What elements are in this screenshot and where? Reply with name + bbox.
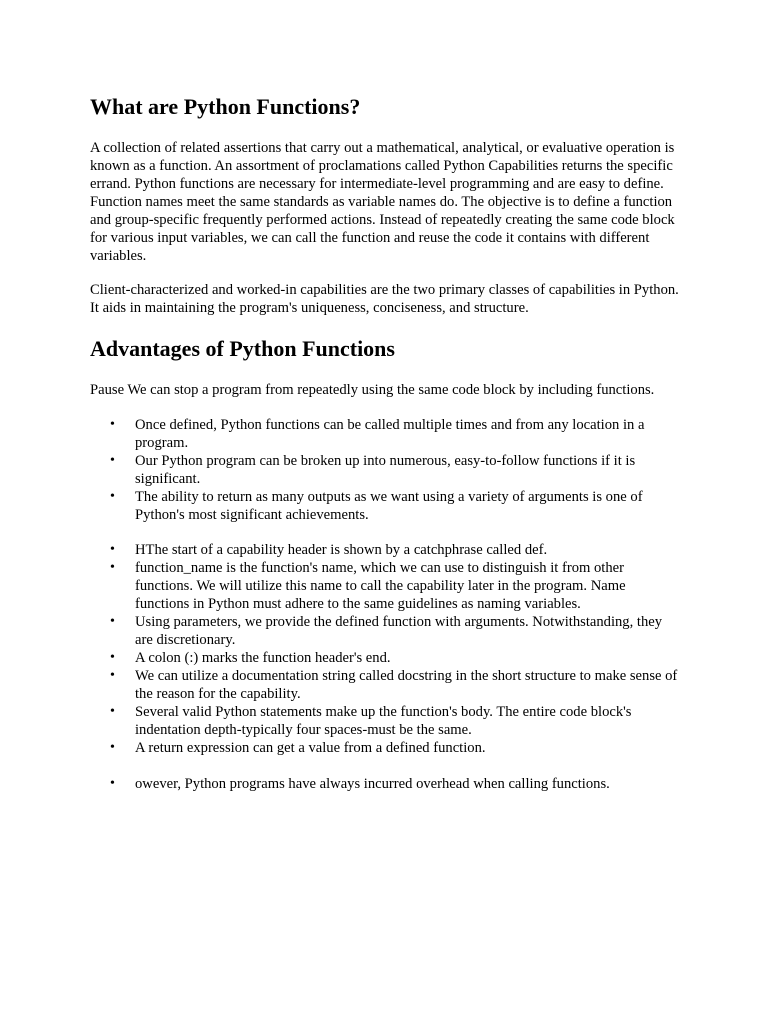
bullet-icon: •	[110, 453, 115, 468]
overhead-list	[90, 775, 680, 793]
bullet-icon: •	[110, 614, 115, 629]
list-item	[90, 703, 680, 739]
advantages-list	[90, 416, 680, 524]
list-item	[90, 541, 680, 559]
list-item-text: A return expression can get a value from a defined function.	[135, 740, 486, 756]
bullet-icon: •	[110, 776, 115, 791]
bullet-icon: •	[110, 740, 115, 755]
list-item-text: Once defined, Python functions can be called multiple times and from any location in a program.	[135, 417, 645, 451]
list-item	[90, 739, 680, 757]
bullet-icon: •	[110, 417, 115, 432]
list-item-text: owever, Python programs have always incurred overhead when calling functions.	[135, 776, 610, 792]
bullet-icon: •	[110, 560, 115, 575]
bullet-icon: •	[110, 542, 115, 557]
list-item-text: The ability to return as many outputs as we want using a variety of arguments is one of Python's most significant achievements.	[135, 489, 643, 523]
list-item-text: HThe start of a capability header is shown by a catchphrase called def.	[135, 542, 548, 558]
list-item-text: Using parameters, we provide the defined function with arguments. Notwithstanding, they are discretionary.	[135, 614, 663, 648]
list-item	[90, 559, 680, 613]
paragraph-classes: Client-characterized and worked-in capabilities are the two primary classes of capabilities in Python. It aids in maintaining the program's uniqueness, conciseness, and structure.	[90, 282, 679, 316]
paragraph-pause: Pause We can stop a program from repeatedly using the same code block by including functions.	[90, 382, 655, 398]
list-item	[90, 613, 680, 649]
list-item	[90, 775, 680, 793]
heading-what-are-python-functions: What are Python Functions?	[90, 94, 361, 119]
list-item	[90, 649, 680, 667]
list-item	[90, 452, 680, 488]
bullet-icon: •	[110, 704, 115, 719]
list-item-text: Several valid Python statements make up the function's body. The entire code block's indentation depth-typically four spaces-must be the same.	[135, 704, 632, 738]
paragraph-intro: A collection of related assertions that carry out a mathematical, analytical, or evaluative operation is known as a function. An assortment of proclamations called Python Capabilities returns the specific errand. Python functions are necessary for intermediate-level programming and are easy to define. Function names meet the same standards as variable names do. The objective is to define a function and group-specific frequently performed actions. Instead of repeatedly creating the same code block for various input variables, we can call the function and reuse the code it contains with different variables.	[90, 140, 675, 264]
list-item-text: function_name is the function's name, which we can use to distinguish it from other functions. We will utilize this name to call the capability later in the program. Name functions in Python must adhere to the same guidelines as naming variables.	[135, 560, 626, 612]
bullet-icon: •	[110, 668, 115, 683]
list-item	[90, 667, 680, 703]
list-item	[90, 416, 680, 452]
list-item	[90, 488, 680, 524]
syntax-list	[90, 541, 680, 757]
list-item-text: A colon (:) marks the function header's end.	[135, 650, 391, 666]
heading-advantages: Advantages of Python Functions	[90, 336, 395, 361]
bullet-icon: •	[110, 650, 115, 665]
list-item-text: Our Python program can be broken up into numerous, easy-to-follow functions if it is significant.	[135, 453, 636, 487]
list-item-text: We can utilize a documentation string called docstring in the short structure to make sense of the reason for the capability.	[135, 668, 678, 702]
bullet-icon: •	[110, 489, 115, 504]
